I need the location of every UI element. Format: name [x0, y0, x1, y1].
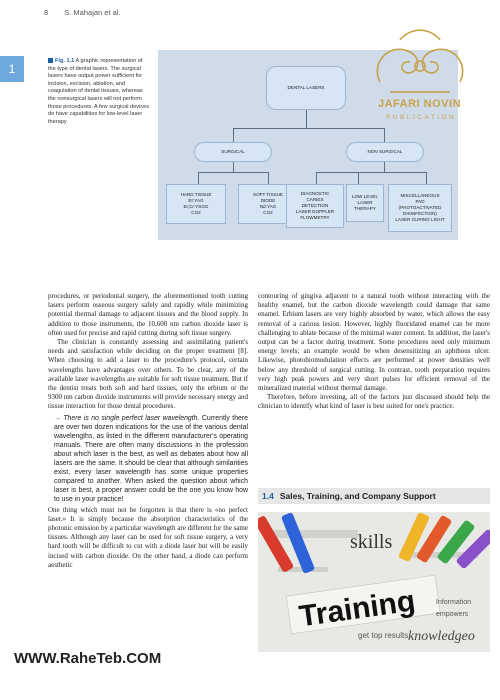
photo-word-information: Information	[436, 599, 472, 606]
figure-caption	[48, 58, 150, 126]
ornament-icon	[360, 22, 480, 102]
chapter-tab: 1	[0, 56, 24, 82]
photo-word-results: get top results	[358, 631, 409, 640]
page-number: 8	[44, 8, 49, 17]
arrow-icon: →	[54, 414, 64, 422]
left-paragraph-3: One thing which must not be forgotten is that there is «no perfect laser.» It is simply because the absorption characteristics of the photonic emission by a particular wavelength are different for the same tissues. Although any laser can be used for soft tissue surgery, a very hard tooth will be difficult to cut with a diode laser but will be easily incised with carbon dioxide. On the other hand, a diode can perform aesthetic	[48, 505, 248, 569]
highlight-quote	[48, 414, 248, 504]
node-diagnostic: DIAGNOSTIC CARIES DETECTION LASER DOPPLER FLOWMETRY	[286, 184, 344, 228]
photo-word-knowledge: knowledgeo	[408, 629, 475, 644]
training-collage-image	[258, 512, 490, 652]
running-header	[44, 8, 121, 17]
photo-word-empowers: empowers	[436, 611, 469, 618]
figure-label: Fig. 1.1	[55, 58, 75, 64]
running-authors: S. Mahajan et al.	[64, 8, 121, 17]
left-column	[48, 292, 248, 570]
training-photo	[258, 512, 490, 652]
left-paragraph-1: procedures, or periodontal surgery, the aforementioned tooth cutting lasers perform osseous surgery safely and rapidly while minimizing potential thermal damage to adjacent tissues and the blood supply. In addition to those instruments, the 10,600 nm carbon dioxide laser is often used for precise and rapid cutting during soft tissue surgery.	[48, 292, 248, 337]
node-low-level: LOW LEVEL LASER THERAPY	[346, 184, 384, 222]
node-miscellaneous: MISCELLANEOUS PAD (PHOTOACTIVATED DISINFECTION) LASER CURING LIGHT	[388, 184, 452, 232]
publisher-logo	[360, 22, 480, 142]
quote-body: Currently there are over two dozen indications for the use of the various dental wavelengths, as listed in the different manufacturer's operating manuals. There are often many discussions in the profession about which laser is the best, as well as debates about how all lasers are the same. It should be clear that although similarities exist, every laser wavelength has some unique properties compared to another. When asked the question about which laser is best, a proper answer could be the one you know how to use in your practice!	[54, 414, 248, 503]
logo-subtitle: PUBLICATION	[386, 114, 457, 121]
logo-name: JAFARI NOVIN	[378, 98, 462, 110]
photo-headline: Training	[297, 584, 418, 634]
photo-word-skills: skills	[350, 531, 393, 553]
website-watermark: WWW.RaheTeb.COM	[14, 650, 162, 667]
right-paragraph-1: contouring of gingiva adjacent to a natural tooth without interacting with the healthy enamel, but the carbon dioxide wavelength could damage that same enamel. Erbium lasers are very highly absorbed by water, which allows the easy removal of a carious lesion. However, highly fluoridated enamel can be more challenging to ablate because of the minimal water content. In addition, the laser's output can be a factor during treatment. Some procedures need only minimum energy levels; an example would be when desensitizing an aphthous ulcer. Likewise, photobiomodulation effects are performed at power densities well below any threshold of surgical cutting. In contrast, tooth preparation requires very high peak powers and very short pulses for efficient removal of the mineralized material without thermal damage.	[258, 292, 490, 393]
section-heading	[258, 488, 490, 504]
node-soft-tissue: SOFT TISSUE DIODE Nd:YAG CO2	[238, 184, 298, 224]
right-column	[258, 292, 490, 412]
right-paragraph-2: Therefore, before investing, all of the factors just discussed should help the clinician to identify what kind of laser is best suited for one's practice.	[258, 393, 490, 411]
figure-caption-text: A graphic representation of the type of dental lasers. The surgical lasers have output power sufficient for incision, excision, ablation, and coagulation of dental tissues, whereas the nonsurgical lasers will not perform those procedures. A few surgical devices do have capabilities for low-level laser therapy	[48, 58, 150, 125]
left-paragraph-2: The clinician is constantly assessing and assimilating patient's needs and satisfaction while deciding on the proper treatment [8]. When choosing to add a laser to the procedure's protocol, certain wavelengths have advantages over others. To be clear, any of the available laser wavelengths are suitable for soft tissue treatment. But if the dentist treats both soft and hard tissues, only the erbium or the 9300 nm carbon dioxide instruments will provide necessary energy and tissue interaction for those dental procedures.	[48, 338, 248, 411]
node-dental-lasers: DENTAL LASERS	[266, 66, 346, 110]
node-hard-tissue: HARD TISSUE Er:YAG Er,Cr:YSGG CO2	[166, 184, 226, 224]
node-surgical: SURGICAL	[194, 142, 272, 162]
section-number: 1.4	[262, 491, 274, 501]
figure-marker-icon	[48, 58, 53, 63]
section-title: Sales, Training, and Company Support	[279, 491, 436, 501]
node-non-surgical: NON SURGICAL	[346, 142, 424, 162]
quote-lead: There is no single perfect laser wavelength.	[63, 414, 200, 422]
